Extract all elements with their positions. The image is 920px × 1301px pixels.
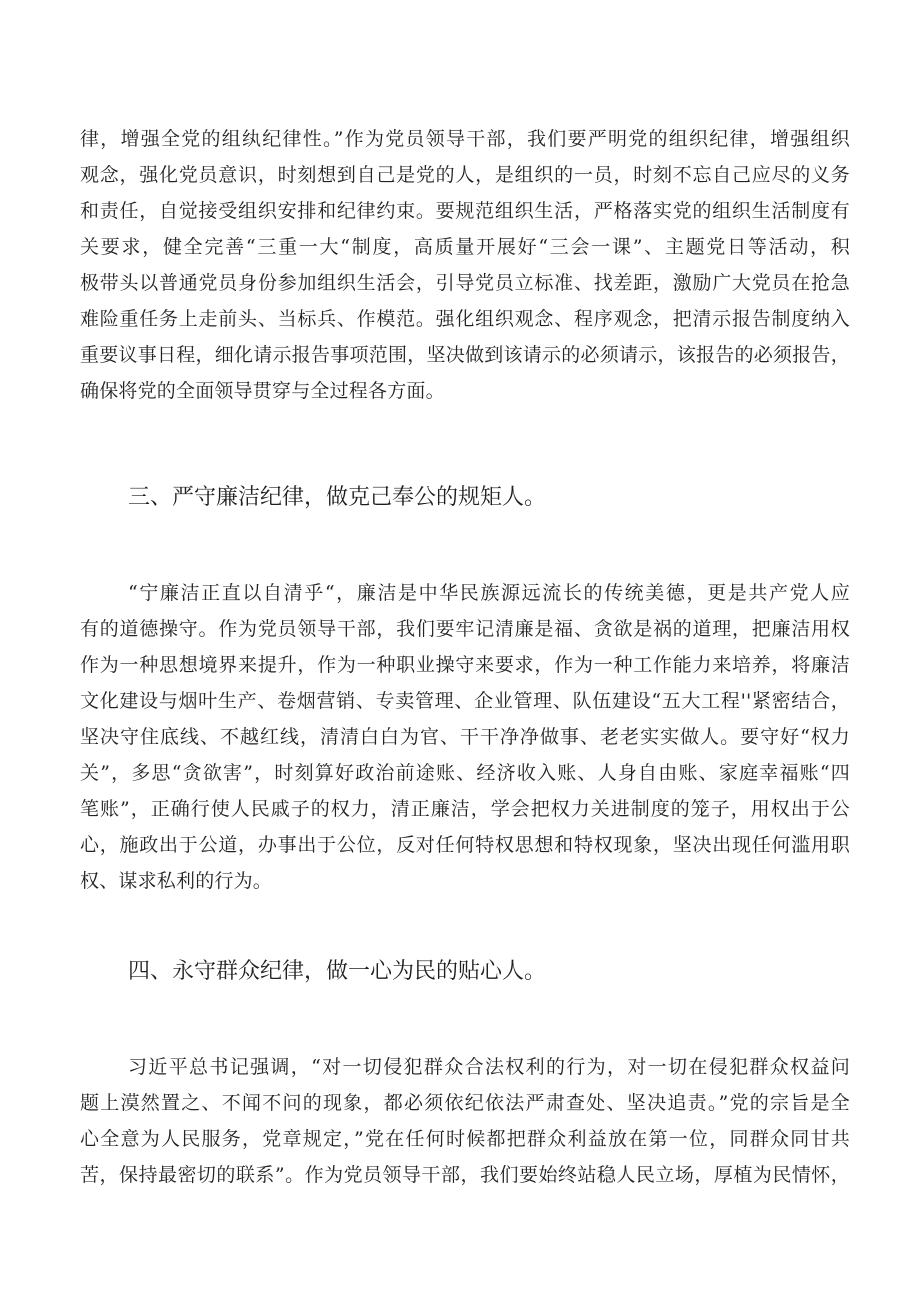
paragraph-line: 有的道德操守。作为党员领导干部，我们要牢记清廉是福、贪欲是祸的道理，把廉洁用权 bbox=[80, 618, 850, 640]
paragraph-line: 观念，强化党员意识，时刻想到自己是党的人，是组织的一员，时刻不忘自己应尽的义务 bbox=[80, 164, 850, 186]
paragraph-line: 苦，保持最密切的联系”。作为党员领导干部，我们要始终站稳人民立场，厚植为民情怀， bbox=[80, 1164, 850, 1186]
paragraph-line: 习近平总书记强调，“对一切侵犯群众合法权利的行为，对一切在侵犯群众权益问 bbox=[128, 1056, 850, 1078]
paragraph-line: 坚决守住底线、不越红线，清清白白为官、干干净净做事、老老实实做人。要守好“权力 bbox=[80, 726, 850, 748]
paragraph-line: 极带头以普通党员身份参加组织生活会，引导党员立标准、找差距，激励广大党员在抢急 bbox=[80, 272, 850, 294]
paragraph-line: 重要议事日程，细化请示报告事项范围，坚决做到该请示的必须请示，该报告的必须报告， bbox=[80, 344, 850, 366]
paragraph-line: 律，增强全党的组纨纪律性。”作为党员领导干部，我们要严明党的组织纪律，增强组织 bbox=[80, 128, 850, 150]
paragraph-line: 文化建设与烟叶生产、卷烟营销、专卖管理、企业管理、队伍建设“五大工程''紧密结合， bbox=[80, 690, 850, 712]
paragraph-line: 关”，多思“贪欲害”，时刻算好政治前途账、经济收入账、人身自由账、家庭幸福账“四 bbox=[80, 762, 850, 784]
paragraph-line: “宁廉洁正直以自清乎“，廉洁是中华民族源远流长的传统美德，更是共产党人应 bbox=[128, 582, 850, 604]
paragraph-line: 题上漠然置之、不闻不问的现象，都必须依纪依法严肃查处、坚决追责。”党的宗旨是全 bbox=[80, 1092, 850, 1114]
paragraph-line: 笔账”，正确行使人民戚子的权力，清正廉洁，学会把权力关进制度的笼子，用权出于公 bbox=[80, 798, 850, 820]
paragraph-line: 心全意为人民服务，党章规定，”党在任何时候都把群众利益放在第一位，同群众同甘共 bbox=[80, 1128, 850, 1150]
paragraph-line: 确保将党的全面领导贯穿与全过程各方面。 bbox=[80, 380, 445, 402]
paragraph-line: 难险重任务上走前头、当标兵、作模范。强化组织观念、程序观念，把清示报告制度纳入 bbox=[80, 308, 850, 330]
paragraph-line: 和责任，自觉接受组织安排和纪律约束。要规范组织生活，严格落实党的组织生活制度有 bbox=[80, 200, 850, 222]
paragraph-line: 关要求，健全完善“三重一大“制度，高质量开展好“三会一课”、主题党日等活动，积 bbox=[80, 236, 850, 258]
paragraph-line: 心，施政出于公道，办事出于公位，反对任何特权思想和特权现象，坚决出现任何滥用职 bbox=[80, 834, 850, 856]
paragraph-line: 作为一种思想境界来提升，作为一种职业操守来要求，作为一种工作能力来培养，将廉洁 bbox=[80, 654, 850, 676]
section-heading: 四、永守群众纪律，做一心为民的贴心人。 bbox=[128, 959, 547, 984]
paragraph-line: 权、谋求私利的行为。 bbox=[80, 870, 273, 892]
section-heading: 三、严守廉洁纪律，做克己奉公的规矩人。 bbox=[128, 485, 547, 510]
